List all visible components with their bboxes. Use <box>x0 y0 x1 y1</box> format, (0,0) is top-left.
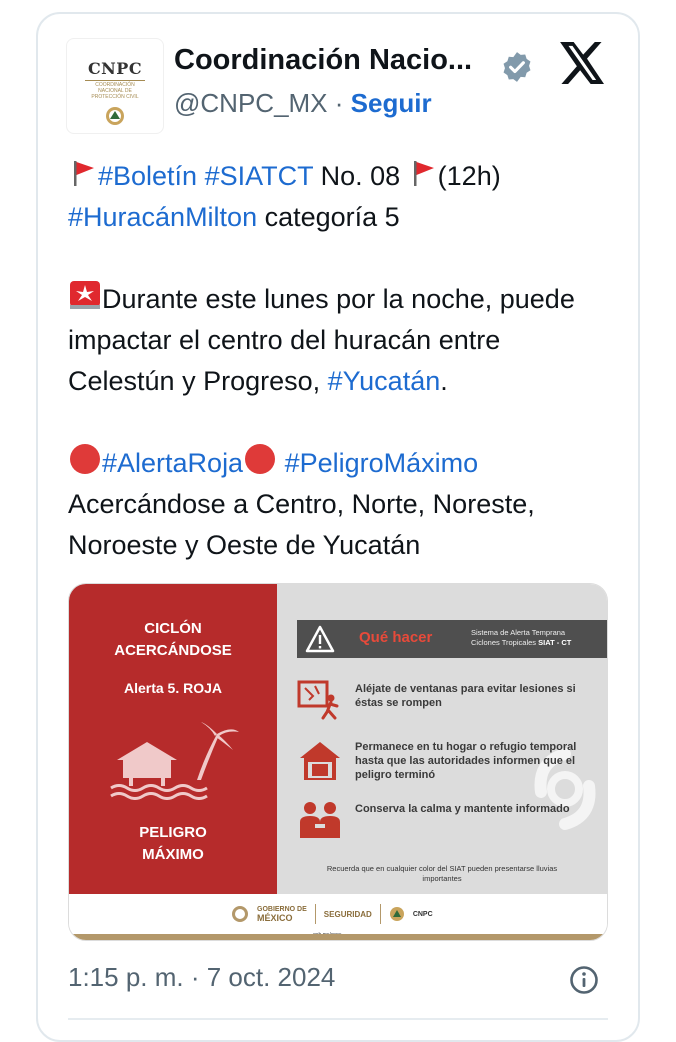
red-flag-icon <box>408 158 438 188</box>
siat-system-label <box>471 628 571 648</box>
tweet-paragraph-3-text: Acercándose a Centro, Norte, Noreste, Noroeste y Oeste de Yucatán <box>68 489 535 560</box>
danger-label <box>69 822 277 866</box>
image-left-panel <box>69 584 277 894</box>
handle-row <box>174 88 432 119</box>
siat-note: Recuerda que en cualquier color del SIAT pueden presentarse lluvias importantes <box>326 864 558 883</box>
avatar-logo-text: CNPC <box>87 59 143 78</box>
follow-button[interactable]: Seguir <box>350 88 432 118</box>
cyclone-title <box>69 618 277 662</box>
hurricane-house-icon <box>107 720 241 800</box>
account-handle[interactable]: @CNPC_MX <box>174 88 328 118</box>
logo-seguridad: SEGURIDAD <box>323 909 372 919</box>
logo-separator <box>380 904 381 924</box>
logo-cnpc: CNPC <box>412 910 433 918</box>
hashtag-alertaroja[interactable]: #AlertaRoja <box>102 448 244 478</box>
tip-stay-home-text: Permanece en tu hogar o refugio temporal hasta que las autoridades informen que el peligro terminó <box>355 741 577 781</box>
alert-prefix: Alerta 5. <box>123 680 184 696</box>
tweet-paragraph-3 <box>68 443 608 566</box>
logo-gobierno-line-2: MÉXICO <box>257 913 293 923</box>
verified-badge-icon <box>500 50 534 84</box>
tweet-line-2-text: categoría 5 <box>257 202 400 232</box>
institution-logos <box>231 904 433 924</box>
red-circle-icon <box>68 443 102 475</box>
avatar-divider <box>85 80 145 81</box>
siat-system-line-2 <box>471 638 571 648</box>
seal-icon <box>105 106 125 126</box>
people-icon <box>297 800 343 840</box>
siren-icon <box>68 279 102 311</box>
logo-separator <box>315 904 316 924</box>
gobierno-mexico-emblem-icon <box>231 905 249 923</box>
tweet-paragraph-2-text: Durante este lunes por la noche, puede impactar el centro del huracán entre Celestún y Progreso, <box>68 284 575 396</box>
red-flag-icon <box>68 158 98 188</box>
tweet-line-2 <box>68 197 608 238</box>
siat-code: SIAT - CT <box>538 638 572 647</box>
tweet-text <box>68 156 608 566</box>
account-name[interactable]: Coordinación Nacio... <box>174 44 473 76</box>
image-footer-bar <box>69 934 608 941</box>
cyclone-title-line-1: CICLÓN <box>144 620 202 637</box>
image-footer <box>69 894 608 941</box>
house-icon <box>297 738 343 782</box>
danger-label-line-1: PELIGRO <box>139 824 207 841</box>
hashtag-peligromaximo[interactable]: #PeligroMáximo <box>284 448 479 478</box>
what-to-do-bar <box>297 620 607 658</box>
hashtag-yucatan[interactable]: #Yucatán <box>327 366 441 396</box>
broken-window-icon <box>297 680 341 720</box>
alert-level-value: ROJA <box>183 680 223 696</box>
siat-system-line-1: Sistema de Alerta Temprana <box>471 628 566 637</box>
logo-gobierno-line-1: GOBIERNO DE <box>257 906 307 913</box>
danger-label-line-2: MÁXIMO <box>142 846 204 863</box>
x-logo-icon[interactable] <box>560 42 606 84</box>
tweet-image[interactable] <box>68 583 608 941</box>
avatar-subtext: COORDINACIÓN NACIONAL DE PROTECCIÓN CIVIL <box>91 82 139 100</box>
logo-gobierno <box>257 906 307 922</box>
handle-separator: · <box>334 88 344 118</box>
tweet-divider <box>68 1018 608 1020</box>
warning-icon <box>305 625 335 653</box>
hashtag-boletin-siatct[interactable]: #Boletín #SIATCT <box>98 161 314 191</box>
red-circle-icon <box>243 443 277 475</box>
info-icon[interactable] <box>568 964 600 996</box>
cnpc-emblem-icon <box>389 906 405 922</box>
cyclone-title-line-2: ACERCÁNDOSE <box>114 642 232 659</box>
siat-system-line-2-text: Ciclones Tropicales <box>471 638 539 647</box>
image-right-panel <box>277 584 608 894</box>
tweet-paragraph-2 <box>68 279 608 402</box>
hashtag-huracanmilton[interactable]: #HuracánMilton <box>68 202 258 232</box>
tip-windows-text: Aléjate de ventanas para evitar lesiones si éstas se rompen <box>355 683 576 709</box>
tweet-timestamp[interactable]: 1:15 p. m. · 7 oct. 2024 <box>68 962 336 992</box>
tweet-line-1-hours: (12h) <box>437 161 501 191</box>
tweet-paragraph-2-end: . <box>440 366 448 396</box>
tweet-line-1-number: No. 08 <box>313 161 408 191</box>
what-to-do-title: Qué hacer <box>359 629 433 646</box>
avatar[interactable] <box>66 38 164 134</box>
tweet-line-1 <box>68 156 608 197</box>
tip-stay-calm-text: Conserva la calma y mantente informado <box>355 803 570 815</box>
alert-level <box>69 680 277 696</box>
